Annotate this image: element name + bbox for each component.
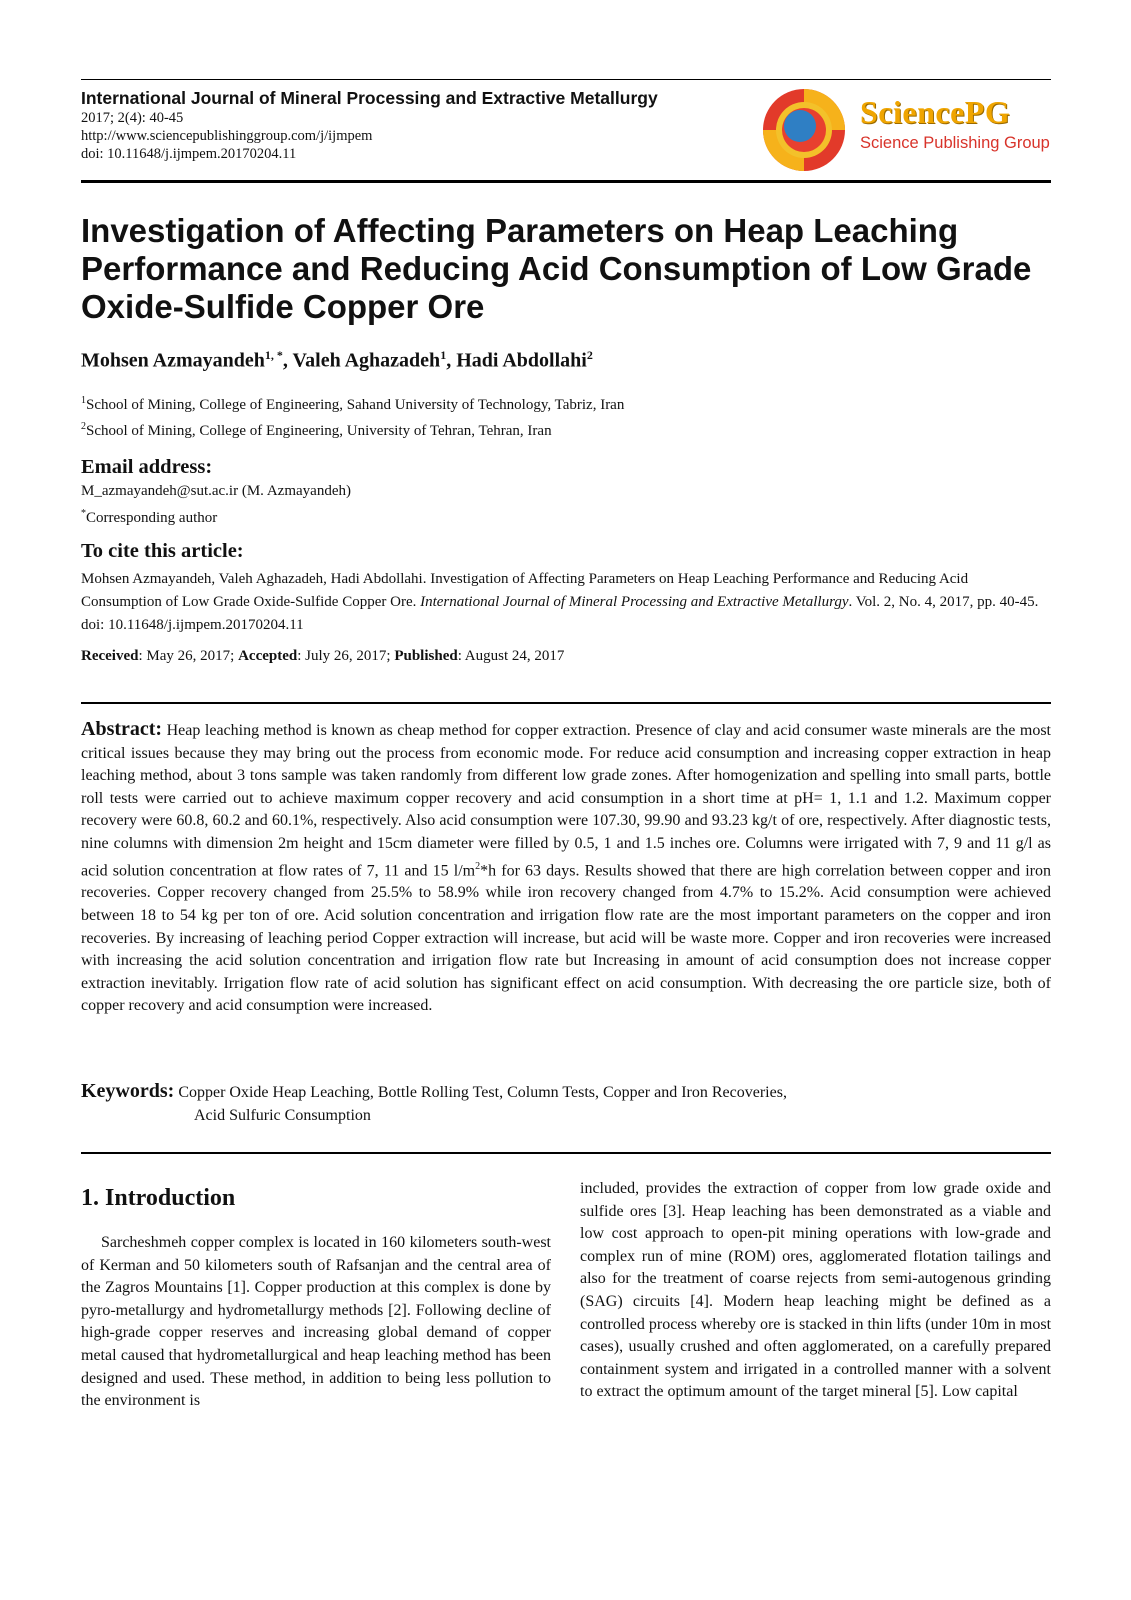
abstract-label: Abstract: [81, 718, 163, 740]
received-date: : May 26, 2017; [138, 648, 239, 664]
cite-heading: To cite this article: [81, 540, 244, 562]
journal-name: International Journal of Mineral Processing and Extractive Metallurgy [81, 88, 658, 108]
header-bottom-rule [81, 180, 1051, 183]
author-name: Hadi Abdollahi [456, 349, 587, 372]
received-label: Received [81, 648, 139, 664]
citation-part: Mohsen Azmayandeh, Valeh Aghazadeh, Hadi Abdollahi. Investigation of Affecting Parameters on Heap Leaching Performance and Reducing Acid Consumption of Low Grade Oxide-Sulfide Copper Ore. [81, 571, 969, 610]
abstract [81, 718, 1051, 1018]
journal-volume: 2017; 2(4): 40-45 [81, 110, 184, 126]
citation-part: . Vol. 2, No. 4, 2017, pp. 40-45. doi: 10.11648/j.ijmpem.20170204.11 [81, 594, 1039, 633]
header-top-rule [81, 79, 1051, 80]
email-heading: Email address: [81, 456, 213, 478]
citation-journal: International Journal of Mineral Processing and Extractive Metallurgy [420, 594, 849, 610]
email-address[interactable]: M_azmayandeh@sut.ac.ir (M. Azmayandeh) [81, 483, 351, 499]
intro-left-column: Sarcheshmeh copper complex is located in 160 kilometers south-west of Kerman and 50 kilometers south of Rafsanjan and the central area of the Zagros Mountains [1]. Copper production at this complex is done by pyro-metallurgy and hydrometallurgy methods [2]. Following decline of high-grade copper reserves and increasing global demand of copper metal caused that hydrometallurgical and heap leaching method has been designed and used. These method, in addition to being less pollution to the environment is [81, 1234, 551, 1410]
keywords-text: Acid Sulfuric Consumption [194, 1107, 371, 1124]
affiliation [81, 395, 624, 414]
keywords-text: Copper Oxide Heap Leaching, Bottle Rolling Test, Column Tests, Copper and Iron Recoveries, [174, 1084, 787, 1101]
author-affiliation-mark: 1 [440, 348, 447, 362]
keywords-label: Keywords: [81, 1080, 175, 1102]
keywords [81, 1080, 1051, 1127]
published-label: Published [394, 648, 458, 664]
accepted-label: Accepted [238, 648, 298, 664]
abstract-text: *h for 63 days. Results showed that there are high correlation between copper and iron recoveries. Copper recovery changed from 25.5% to 58.9% while iron recovery changed from 4.7% to 15.2%. Acid consumption were achieved between 18 to 54 kg per ton of ore. Acid solution concentration and irrigation flow rate are the most important parameters on the copper and iron recoveries. By increasing of leaching period Copper extraction will increase, but acid will be waste more. Copper and iron recoveries were increased with increasing the acid solution concentration and irrigation flow rate but Increasing in amount of acid consumption does not increase copper extraction inevitably. Irrigation flow rate of acid solution has significant effect on acid consumption. With decreasing the ore particle size, both of copper recovery and acid consumption were increased. [81, 861, 1052, 1015]
corresponding-author-note [81, 508, 217, 527]
abstract-text: Heap leaching method is known as cheap method for copper extraction. Presence of clay and acid consumer waste minerals are the most critical issues because they may bring out the process from economic mode. For reduce acid consumption and increasing copper extraction in heap leaching method, about 3 tons sample was taken randomly from different low grade zones. After homogenization and spelling into small parts, bottle roll tests were carried out to achieve maximum copper recovery and acid consumption in a short time at pH= 1, 1.1 and 1.2. Maximum copper recovery were 60.8, 60.2 and 60.1%, respectively. Also acid consumption were 107.30, 99.90 and 93.23 kg/t of ore, respectively. After diagnostic tests, nine columns with dimension 2m height and 15cm diameter were filled by 0.5, 1 and 1.5 inches ore. Columns were irrigated with 7, 9 and 11 g/l as acid solution concentration at flow rates of 7, 11 and 15 l/m [81, 722, 1051, 879]
author-list: Mohsen Azmayandeh$^{1, *}$, Valeh Aghazadeh$^1$, Hadi Abdollahi$^2$ [81, 348, 593, 372]
citation-text [81, 568, 1051, 637]
abstract-superscript: 2 [475, 860, 481, 872]
abstract-top-rule [81, 702, 1051, 704]
author-affiliation-mark: 1, * [264, 348, 283, 362]
abstract-bottom-rule [81, 1152, 1051, 1154]
publication-dates [81, 648, 564, 665]
affiliation-number: 2 [81, 421, 86, 432]
sciencepg-logo [760, 86, 1060, 174]
author-name: Mohsen Azmayandeh [81, 349, 265, 372]
logo-subtitle: Science Publishing Group [860, 134, 1050, 152]
affiliation-text: School of Mining, College of Engineering, Sahand University of Technology, Tabriz, Iran [86, 397, 625, 413]
corresponding-mark: * [81, 508, 86, 519]
published-date: : August 24, 2017 [457, 648, 565, 664]
affiliation-number: 1 [81, 395, 86, 406]
corresponding-text: Corresponding author [86, 510, 218, 526]
journal-doi: doi: 10.11648/j.ijmpem.20170204.11 [81, 146, 297, 162]
affiliation [81, 421, 552, 440]
intro-right-column: included, provides the extraction of copper from low grade oxide and sulfide ores [3]. Heap leaching has been demonstrated as a viable and low cost approach to open-pit mining operations with low-grade and complex run of mine (ROM) ores, agglomerated flotation tailings and also for the treatment of coarse rejects from semi-autogenous grinding (SAG) circuits [4]. Modern heap leaching might be defined as a controlled process whereby ore is stacked in thin lifts (under 10m in most cases), usually crushed and often agglomerated, on a carefully prepared containment system and irrigated in a controlled manner with a solvent to extract the optimum amount of the target mineral [5]. Low capital [580, 1180, 1052, 1401]
journal-header [81, 88, 658, 163]
paper-title: Investigation of Affecting Parameters on Heap Leaching Performance and Reducing Acid Consumption of Low Grade Oxide-Sulfide Copper Ore [81, 212, 1032, 325]
sciencepg-emblem-icon [760, 86, 850, 174]
accepted-date: : July 26, 2017; [297, 648, 395, 664]
journal-url[interactable]: http://www.sciencepublishinggroup.com/j/ijmpem [81, 128, 373, 144]
section-heading: 1. Introduction [81, 1185, 236, 1211]
logo-brand-text: SciencePG [860, 94, 1011, 130]
affiliation-text: School of Mining, College of Engineering, University of Tehran, Tehran, Iran [86, 423, 552, 439]
author-name: Valeh Aghazadeh [292, 349, 441, 372]
author-affiliation-mark: 2 [586, 348, 593, 362]
